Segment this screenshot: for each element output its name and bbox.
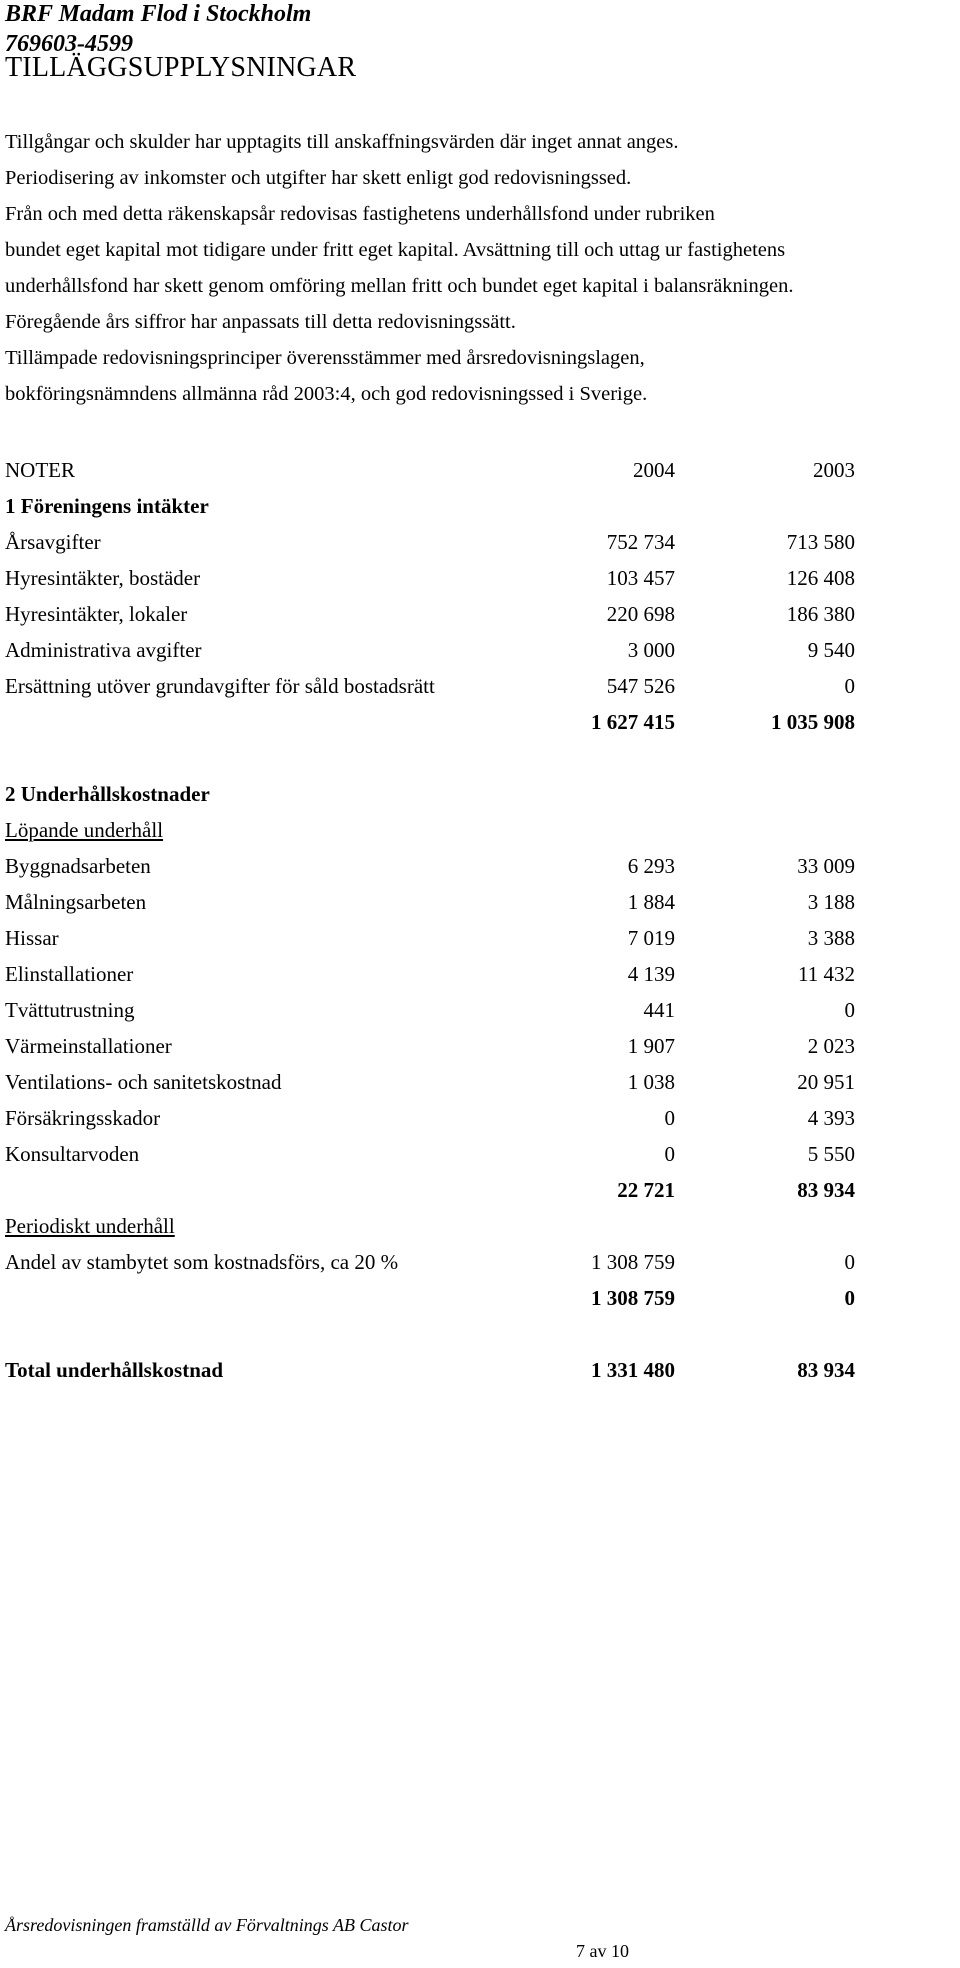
page-number: 7 av 10: [576, 1941, 629, 1961]
subsection-title-row: [5, 812, 855, 848]
row-value-2004: 752 734: [606, 530, 675, 554]
note-1-total-row: [5, 704, 855, 740]
row-label: Hyresintäkter, lokaler: [5, 602, 188, 626]
row-value-2004: 7 019: [627, 926, 675, 950]
row-value-2004: 547 526: [606, 674, 675, 698]
total-value-2003: 0: [844, 1286, 855, 1310]
grand-total-2004: 1 331 480: [591, 1358, 675, 1382]
column-header-2004: 2004: [633, 458, 675, 482]
row-value-2003: 11 432: [798, 962, 855, 986]
row-value-2003: 5 550: [807, 1142, 855, 1166]
table-row: [5, 1028, 855, 1064]
table-row: [5, 1100, 855, 1136]
grand-total-row: [5, 1352, 855, 1388]
row-value-2003: 0: [844, 998, 855, 1022]
row-value-2003: 126 408: [786, 566, 855, 590]
row-value-2003: 2 023: [807, 1034, 855, 1058]
table-row: [5, 848, 855, 884]
subsection-title-periodic-maintenance: Periodiskt underhåll: [5, 1214, 175, 1238]
table-row: [5, 992, 855, 1028]
intro-line: Periodisering av inkomster och utgifter har skett enligt god redovisningssed.: [5, 167, 632, 189]
row-label: Värmeinstallationer: [5, 1034, 172, 1058]
row-value-2004: 220 698: [606, 602, 675, 626]
accounting-principles-text: [5, 124, 905, 412]
intro-line: bundet eget kapital mot tidigare under fritt eget kapital. Avsättning till och uttag ur fastighetens: [5, 239, 786, 261]
notes-header-row: [5, 452, 855, 488]
table-row: [5, 884, 855, 920]
row-label: Årsavgifter: [5, 530, 101, 554]
table-row: [5, 596, 855, 632]
row-value-2003: 0: [844, 674, 855, 698]
organization-name: BRF Madam Flod i Stockholm: [5, 1, 312, 27]
grand-total-2003: 83 934: [797, 1358, 855, 1382]
row-label: Andel av stambytet som kostnadsförs, ca 20 %: [5, 1250, 399, 1274]
footer-credit: Årsredovisningen framställd av Förvaltnings AB Castor: [5, 1915, 409, 1935]
total-value-2004: 1 308 759: [591, 1286, 675, 1310]
intro-line: bokföringsnämndens allmänna råd 2003:4, och god redovisningssed i Sverige.: [5, 383, 648, 405]
row-label: Målningsarbeten: [5, 890, 147, 914]
intro-line: underhållsfond har skett genom omföring mellan fritt och bundet eget kapital i balansräkningen.: [5, 275, 794, 297]
row-label: Administrativa avgifter: [5, 638, 202, 662]
table-row: [5, 1064, 855, 1100]
row-value-2003: 3 388: [807, 926, 855, 950]
row-value-2004: 4 139: [627, 962, 675, 986]
spacer: [5, 1316, 855, 1352]
total-value-2004: 22 721: [617, 1178, 675, 1202]
row-label: Ersättning utöver grundavgifter för såld bostadsrätt: [5, 674, 435, 698]
row-value-2004: 1 907: [627, 1034, 675, 1058]
row-value-2003: 713 580: [786, 530, 855, 554]
intro-line: Tillämpade redovisningsprinciper överensstämmer med årsredovisningslagen,: [5, 347, 645, 369]
row-value-2003: 20 951: [797, 1070, 855, 1094]
row-label: Tvättutrustning: [5, 998, 135, 1022]
note-1-title: 1 Föreningens intäkter: [5, 494, 209, 518]
row-value-2004: 6 293: [627, 854, 675, 878]
row-value-2004: 3 000: [627, 638, 675, 662]
notes-table: [5, 452, 855, 1388]
note-2-title-row: [5, 776, 855, 812]
row-value-2004: 1 038: [627, 1070, 675, 1094]
row-value-2003: 4 393: [807, 1106, 855, 1130]
row-value-2004: 0: [664, 1142, 675, 1166]
row-value-2004: 103 457: [606, 566, 675, 590]
spacer: [5, 740, 855, 776]
running-maintenance-total-row: [5, 1172, 855, 1208]
table-row: [5, 956, 855, 992]
subsection-title-row: [5, 1208, 855, 1244]
row-value-2003: 0: [844, 1250, 855, 1274]
row-label: Hissar: [5, 926, 59, 950]
table-row: [5, 668, 855, 704]
table-row: [5, 524, 855, 560]
table-row: [5, 1136, 855, 1172]
total-value-2003: 83 934: [797, 1178, 855, 1202]
row-label: Hyresintäkter, bostäder: [5, 566, 201, 590]
row-value-2003: 33 009: [797, 854, 855, 878]
row-value-2003: 186 380: [786, 602, 855, 626]
row-value-2004: 1 884: [627, 890, 675, 914]
grand-total-label: Total underhållskostnad: [5, 1358, 224, 1382]
table-row: [5, 560, 855, 596]
intro-line: Från och med detta räkenskapsår redovisas fastighetens underhållsfond under rubriken: [5, 203, 715, 225]
intro-line: Föregående års siffror har anpassats till detta redovisningssätt.: [5, 311, 516, 333]
table-row: [5, 1244, 855, 1280]
table-row: [5, 632, 855, 668]
total-value-2003: 1 035 908: [771, 710, 855, 734]
row-label: Byggnadsarbeten: [5, 854, 151, 878]
row-value-2003: 9 540: [807, 638, 855, 662]
row-label: Elinstallationer: [5, 962, 134, 986]
row-value-2004: 441: [643, 998, 675, 1022]
row-label: Försäkringsskador: [5, 1106, 161, 1130]
section-title: TILLÄGGSUPPLYSNINGAR: [5, 52, 357, 83]
notes-heading: NOTER: [5, 458, 75, 482]
intro-line: Tillgångar och skulder har upptagits till anskaffningsvärden där inget annat anges.: [5, 131, 679, 153]
row-value-2004: 0: [664, 1106, 675, 1130]
periodic-maintenance-total-row: [5, 1280, 855, 1316]
column-header-2003: 2003: [813, 458, 855, 482]
row-value-2003: 3 188: [807, 890, 855, 914]
row-label: Ventilations- och sanitetskostnad: [5, 1070, 282, 1094]
row-label: Konsultarvoden: [5, 1142, 140, 1166]
total-value-2004: 1 627 415: [591, 710, 675, 734]
organization-number: 769603-4599: [5, 31, 133, 57]
table-row: [5, 920, 855, 956]
row-value-2004: 1 308 759: [591, 1250, 675, 1274]
subsection-title-running-maintenance: Löpande underhåll: [5, 818, 164, 842]
note-2-title: 2 Underhållskostnader: [5, 782, 210, 806]
note-1-title-row: [5, 488, 855, 524]
